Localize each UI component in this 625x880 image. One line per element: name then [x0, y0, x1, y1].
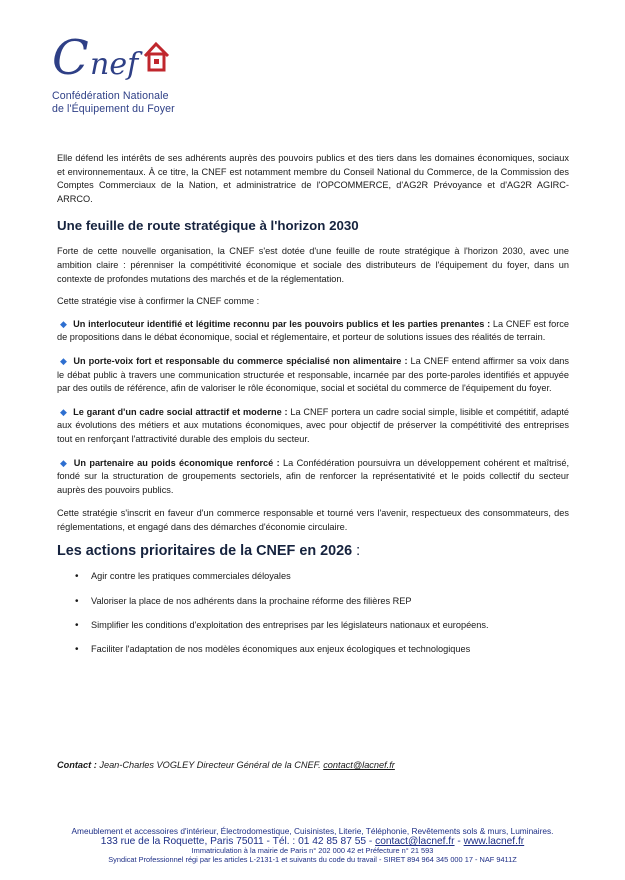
footer-activities: Ameublement et accessoires d'intérieur, Électrodomestique, Cuisinistes, Literie, Téléphonie, Revêtements sols & murs, Luminaires.	[71, 826, 554, 836]
strategy-item-heading: Un porte-voix fort et responsable du commerce spécialisé non alimentaire :	[73, 355, 408, 366]
list-item	[57, 595, 569, 609]
diamond-bullet-icon: ◆	[60, 318, 68, 329]
list-item	[57, 643, 569, 657]
diamond-bullet-icon: ◆	[60, 355, 68, 366]
section1-paragraph2: Cette stratégie vise à confirmer la CNEF comme :	[57, 296, 260, 307]
strategy-item	[57, 406, 569, 447]
contact-text: Jean-Charles VOGLEY Directeur Général de la CNEF.	[96, 760, 324, 770]
intro-paragraph: Elle défend les intérêts de ses adhérents auprès des pouvoirs publics et des tiers dans les domaines économiques, sociaux et environnementaux. À ce titre, la CNEF est notamment membre du Conseil National du Commerce, de la Commission des Comptes Commerciaux de la Nation, et administratrice de l'OPCOMMERCE, d'AG2R Prévoyance et d'AG2R AGIRC-ARRCO.	[57, 153, 569, 204]
section2-title-text: Les actions prioritaires de la CNEF en 2026	[57, 543, 353, 560]
contact-email-link[interactable]: contact@lacnef.fr	[323, 760, 395, 770]
list-item-text: Simplifier les conditions d'exploitation des entreprises par les législateurs nationaux et européens.	[91, 619, 489, 630]
document-body	[57, 152, 569, 667]
bullet-icon: •	[75, 571, 79, 583]
bullet-icon: •	[75, 619, 79, 631]
footer-separator: -	[454, 836, 464, 847]
list-item-text: Agir contre les pratiques commerciales déloyales	[91, 571, 291, 582]
section2-title-colon: :	[352, 543, 361, 560]
strategy-item-heading: Un partenaire au poids économique renforcé :	[73, 457, 280, 468]
page-footer	[0, 826, 625, 864]
section1-paragraph3: Cette stratégie s'inscrit en faveur d'un commerce responsable et tourné vers l'avenir, respectueux des consommateurs, des réglementations, et engagé dans des démarches d'économie circulaire.	[57, 508, 569, 532]
footer-legal: Syndicat Professionnel régi par les articles L-2131-1 et suivants du code du travail - SIRET 894 964 345 000 17 - NAF 9411Z	[108, 854, 517, 864]
logo-subtitle	[52, 90, 202, 116]
cnef-logo-mark	[52, 28, 182, 86]
strategy-item	[57, 318, 569, 345]
strategy-item	[57, 355, 569, 396]
list-item	[57, 570, 569, 584]
logo-letters: nef	[90, 47, 139, 82]
list-item-text: Valoriser la place de nos adhérents dans la prochaine réforme des filières REP	[91, 595, 412, 606]
footer-email-link[interactable]: contact@lacnef.fr	[375, 836, 455, 847]
section1-title: Une feuille de route stratégique à l'horizon 2030	[57, 218, 359, 234]
footer-address-text: 133 rue de la Roquette, Paris 75011 - Tél. : 01 42 85 87 55 -	[100, 836, 376, 847]
cnef-logo	[52, 28, 202, 116]
strategy-item-text: La CNEF portera un cadre social simple, lisible et compétitif, adapté aux évolutions des métiers et aux mutations économiques, avec pour objectif de préserver la compétitivité des entreprises tout en renforçant l'attractivité durable des emplois du secteur.	[57, 406, 570, 444]
logo-subtitle-line2: de l'Équipement du Foyer	[52, 103, 175, 115]
section1-paragraph1: Forte de cette nouvelle organisation, la CNEF s'est dotée d'une feuille de route stratégique à l'horizon 2030, avec une ambition claire : pérenniser la compétitivité économique et sociale des distributeurs de l'équipement du foyer, dans un contexte de profondes mutations des marchés et de la réglementation.	[57, 246, 569, 284]
strategy-item-heading: Un interlocuteur identifié et légitime reconnu par les pouvoirs publics et les parties prenantes :	[73, 318, 491, 329]
list-item-text: Faciliter l'adaptation de nos modèles économiques aux enjeux écologiques et technologiques	[91, 643, 471, 654]
bullet-icon: •	[75, 595, 79, 607]
contact-label: Contact :	[57, 760, 97, 770]
diamond-bullet-icon: ◆	[60, 457, 68, 468]
list-item	[57, 619, 569, 633]
contact-line	[57, 760, 395, 770]
priority-actions-list	[57, 570, 569, 656]
bullet-icon: •	[75, 643, 79, 655]
logo-letter-c: C	[52, 30, 89, 86]
strategy-item-text: La CNEF entend affirmer sa voix dans le débat public à travers une communication structurée et responsable, incarnée par des porte-paroles identifiés et appuyée par des outils de référence, afin de valoriser le rôle économique, social et sociétal du commerce de l'équipement du foyer.	[57, 355, 570, 394]
footer-registration: Immatriculation à la mairie de Paris n° 202 000 42 et Préfecture n° 21 593	[191, 846, 434, 855]
logo-subtitle-line1: Confédération Nationale	[52, 90, 169, 102]
footer-website-link[interactable]: www.lacnef.fr	[463, 836, 525, 847]
strategy-item-text: La Confédération poursuivra un développement cohérent et maîtrisé, fondé sur la structuration de groupements sectoriels, afin de renforcer la représentativité et le poids collectif du secteur auprès des pouvoirs publics.	[57, 457, 569, 495]
section2-title	[57, 543, 569, 559]
strategy-item-text: La CNEF est force de propositions dans le débat économique, social et réglementaire, et porteur de solutions issues des réalités de terrain.	[57, 318, 570, 343]
house-icon	[145, 44, 168, 70]
strategy-item	[57, 457, 569, 498]
diamond-bullet-icon: ◆	[60, 406, 68, 417]
strategy-item-heading: Le garant d'un cadre social attractif et moderne :	[73, 406, 288, 417]
